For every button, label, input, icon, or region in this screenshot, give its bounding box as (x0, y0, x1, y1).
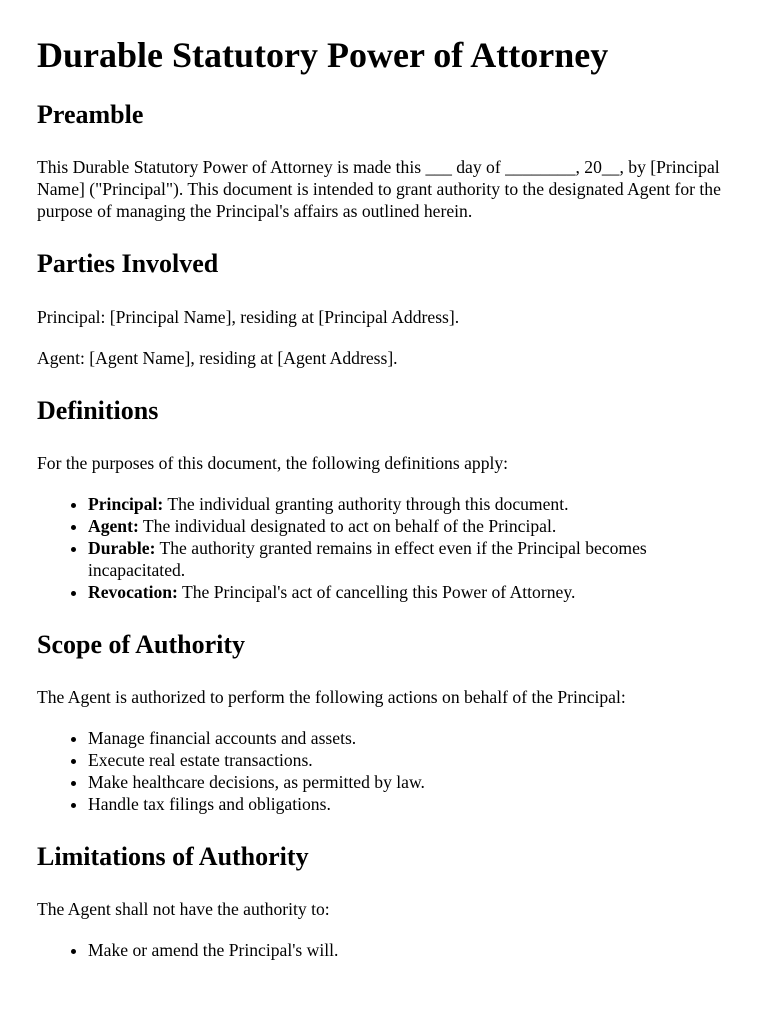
scope-heading: Scope of Authority (37, 629, 245, 659)
limitations-heading: Limitations of Authority (37, 841, 309, 871)
definition-item-durable (88, 537, 733, 581)
definitions-heading: Definitions (37, 395, 159, 425)
principal-line: Principal: [Principal Name], residing at [Principal Address]. (37, 306, 460, 327)
parties-section (37, 248, 733, 368)
definition-term: Principal: (88, 493, 164, 514)
agent-line: Agent: [Agent Name], residing at [Agent Address]. (37, 347, 398, 368)
scope-list (37, 727, 733, 815)
scope-item: • Handle tax filings and obligations. (88, 793, 733, 815)
limitations-section (37, 841, 733, 961)
scope-item: • Manage financial accounts and assets. (88, 727, 733, 749)
parties-heading: Parties Involved (37, 249, 219, 279)
limitation-item: • Make or amend the Principal's will. (88, 939, 733, 961)
definition-item-agent (88, 515, 733, 537)
limitations-list (37, 939, 733, 961)
definition-text: The individual designated to act on behalf of the Principal. (138, 515, 557, 536)
scope-section (37, 629, 733, 815)
scope-item: • Make healthcare decisions, as permitted by law. (88, 771, 733, 793)
document-title: Durable Statutory Power of Attorney (37, 35, 609, 75)
preamble-text: This Durable Statutory Power of Attorney is made this ___ day of ________, 20__, by [Principal Name] ("Principal"). This document is intended to grant authority to the designated Agent for the purpose of managing the Principal's affairs as outlined herein. (37, 157, 721, 222)
definitions-list (37, 493, 733, 603)
definition-term: Durable: (88, 537, 156, 558)
definition-term: Revocation: (88, 581, 178, 602)
preamble-section (37, 99, 733, 222)
scope-item: • Execute real estate transactions. (88, 749, 733, 771)
definitions-intro: For the purposes of this document, the following definitions apply: (37, 452, 509, 473)
definition-text: The Principal's act of cancelling this Power of Attorney. (177, 581, 576, 602)
definition-text: The authority granted remains in effect even if the Principal becomes incapacitated. (88, 537, 647, 580)
definition-term: Agent: (88, 515, 139, 536)
limitations-intro: The Agent shall not have the authority to: (37, 899, 330, 920)
definition-item-revocation (88, 581, 733, 603)
definition-item-principal (88, 493, 733, 515)
scope-intro: The Agent is authorized to perform the following actions on behalf of the Principal: (37, 686, 626, 707)
definition-text: The individual granting authority through this document. (163, 493, 569, 514)
definitions-section (37, 395, 733, 603)
preamble-heading: Preamble (37, 100, 144, 130)
